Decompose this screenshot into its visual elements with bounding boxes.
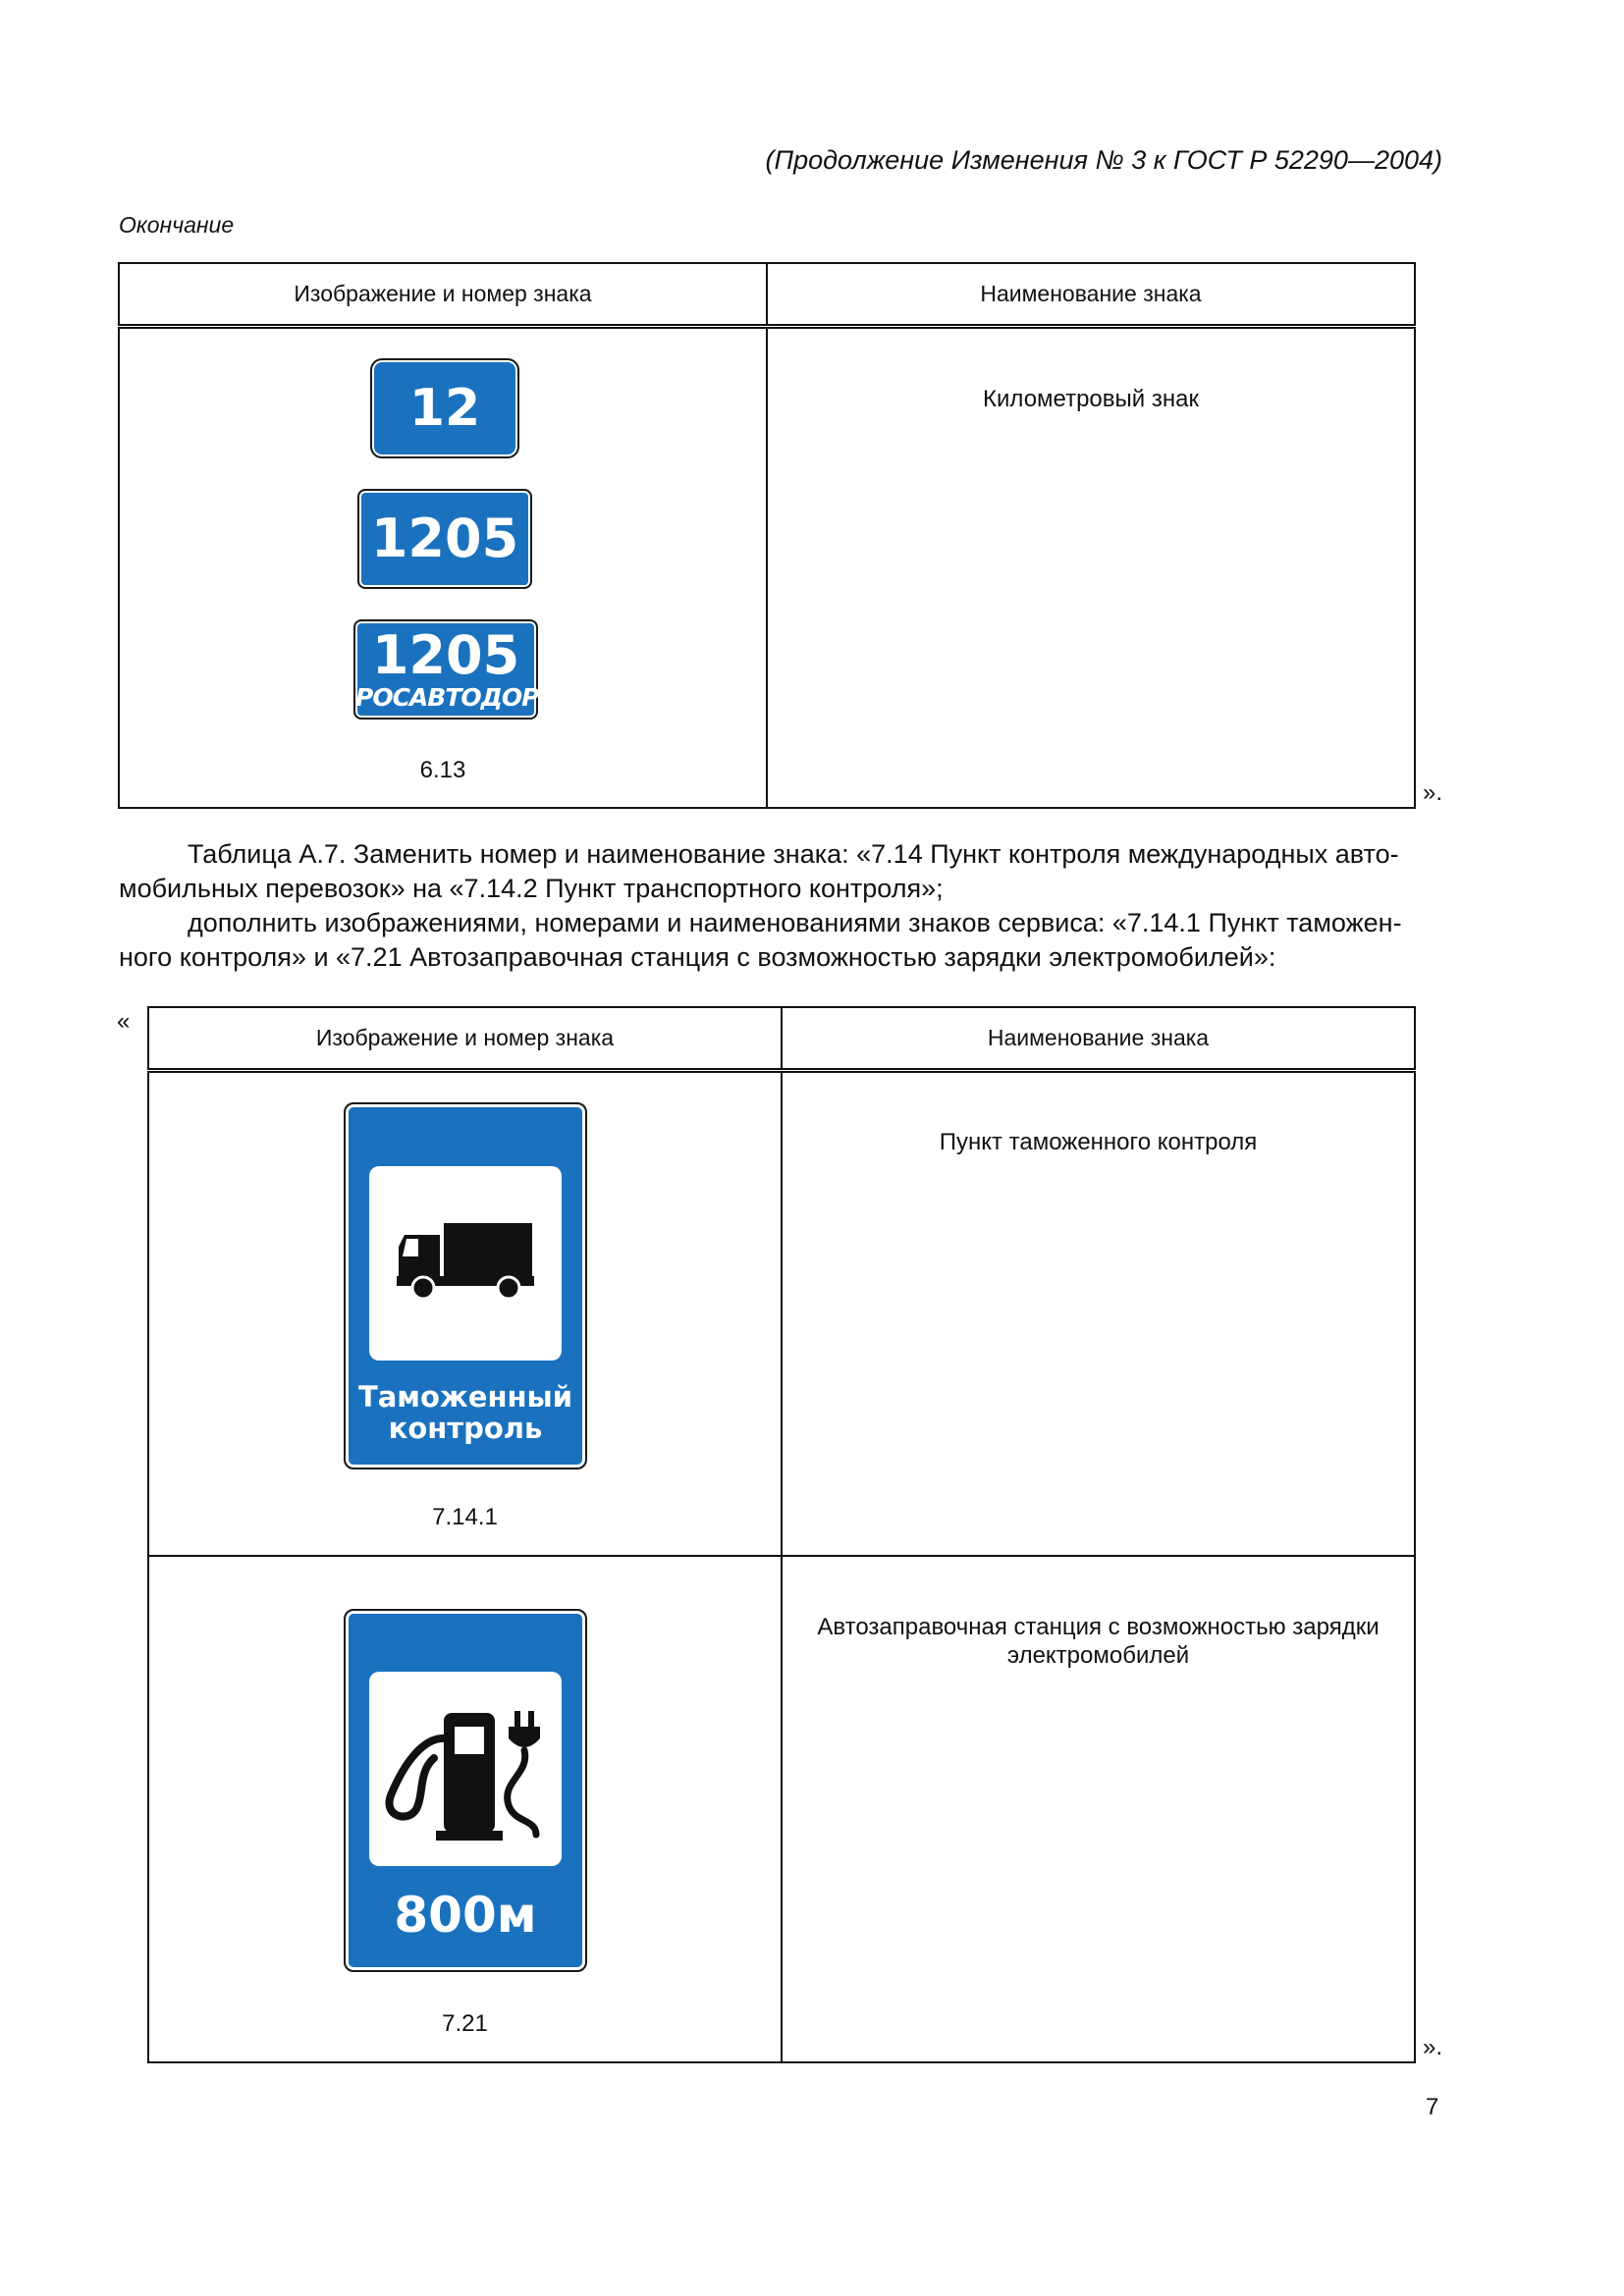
kilometre-sign-number: 12 bbox=[408, 378, 481, 438]
closing-quote: ». bbox=[1423, 779, 1443, 806]
closing-quote: ». bbox=[1423, 2034, 1443, 2060]
sign-white-panel bbox=[369, 1166, 562, 1361]
paragraph-line: Таблица А.7. Заменить номер и наименование знака: «7.14 Пункт контроля международных авто- bbox=[188, 839, 1399, 869]
sign-image-cell bbox=[119, 326, 767, 808]
sign-name-line: электромобилей bbox=[1006, 1641, 1190, 1669]
sign-name-cell bbox=[767, 326, 1415, 808]
column-header-image: Изображение и номер знака bbox=[119, 263, 767, 326]
sign-name: Пункт таможенного контроля bbox=[939, 1128, 1258, 1155]
kilometre-sign-number: 1205 bbox=[371, 623, 520, 686]
signs-table-ending bbox=[118, 262, 1416, 809]
sign-name-cell bbox=[782, 1556, 1415, 2062]
fuel-charging-icon bbox=[369, 1672, 562, 1866]
sign-name: Километровый знак bbox=[983, 385, 1199, 412]
opening-quote: « bbox=[117, 1008, 131, 1035]
kilometre-sign-subtext: РОСАВТОДОР bbox=[355, 682, 539, 712]
column-header-image: Изображение и номер знака bbox=[148, 1007, 782, 1070]
sign-name-cell bbox=[782, 1070, 1415, 1556]
sign-caption-line: Таможенный bbox=[357, 1379, 573, 1414]
sign-code: 6.13 bbox=[419, 756, 466, 783]
kilometre-sign-number: 1205 bbox=[370, 507, 519, 569]
kilometre-sign-small bbox=[370, 358, 519, 458]
kilometre-sign-medium bbox=[357, 489, 532, 589]
service-signs-table bbox=[147, 1006, 1416, 2063]
sign-code: 7.21 bbox=[442, 2009, 488, 2037]
sign-code: 7.14.1 bbox=[432, 1503, 498, 1530]
column-header-name: Наименование знака bbox=[767, 263, 1415, 326]
sign-caption: 800м bbox=[394, 1886, 537, 1944]
sign-caption bbox=[346, 1381, 585, 1444]
running-header: (Продолжение Изменения № 3 к ГОСТ Р 52290—2004) bbox=[765, 145, 1442, 175]
sign-caption-line: контроль bbox=[388, 1411, 543, 1445]
paragraph-line: ного контроля» и «7.21 Автозаправочная станция с возможностью зарядки электромобилей»: bbox=[119, 942, 1276, 972]
paragraph-line: дополнить изображениями, номерами и наименованиями знаков сервиса: «7.14.1 Пункт таможен- bbox=[188, 908, 1402, 937]
page-number: 7 bbox=[1426, 2094, 1439, 2120]
customs-control-sign bbox=[344, 1102, 587, 1469]
paragraph-line: мобильных перевозок» на «7.14.2 Пункт транспортного контроля»; bbox=[119, 874, 944, 903]
column-header-name: Наименование знака bbox=[782, 1007, 1415, 1070]
kilometre-sign-rosavtodor bbox=[353, 619, 538, 720]
sign-name-line: Автозаправочная станция с возможностью зарядки bbox=[817, 1613, 1380, 1640]
sign-white-panel bbox=[369, 1672, 562, 1866]
truck-icon bbox=[369, 1166, 562, 1361]
sign-name bbox=[783, 1613, 1414, 1670]
table-continuation-label: Окончание bbox=[119, 212, 235, 238]
sign-image-cell bbox=[148, 1556, 782, 2062]
sign-image-cell bbox=[148, 1070, 782, 1556]
instruction-paragraph bbox=[119, 837, 1442, 975]
ev-charging-station-sign bbox=[344, 1609, 587, 1972]
